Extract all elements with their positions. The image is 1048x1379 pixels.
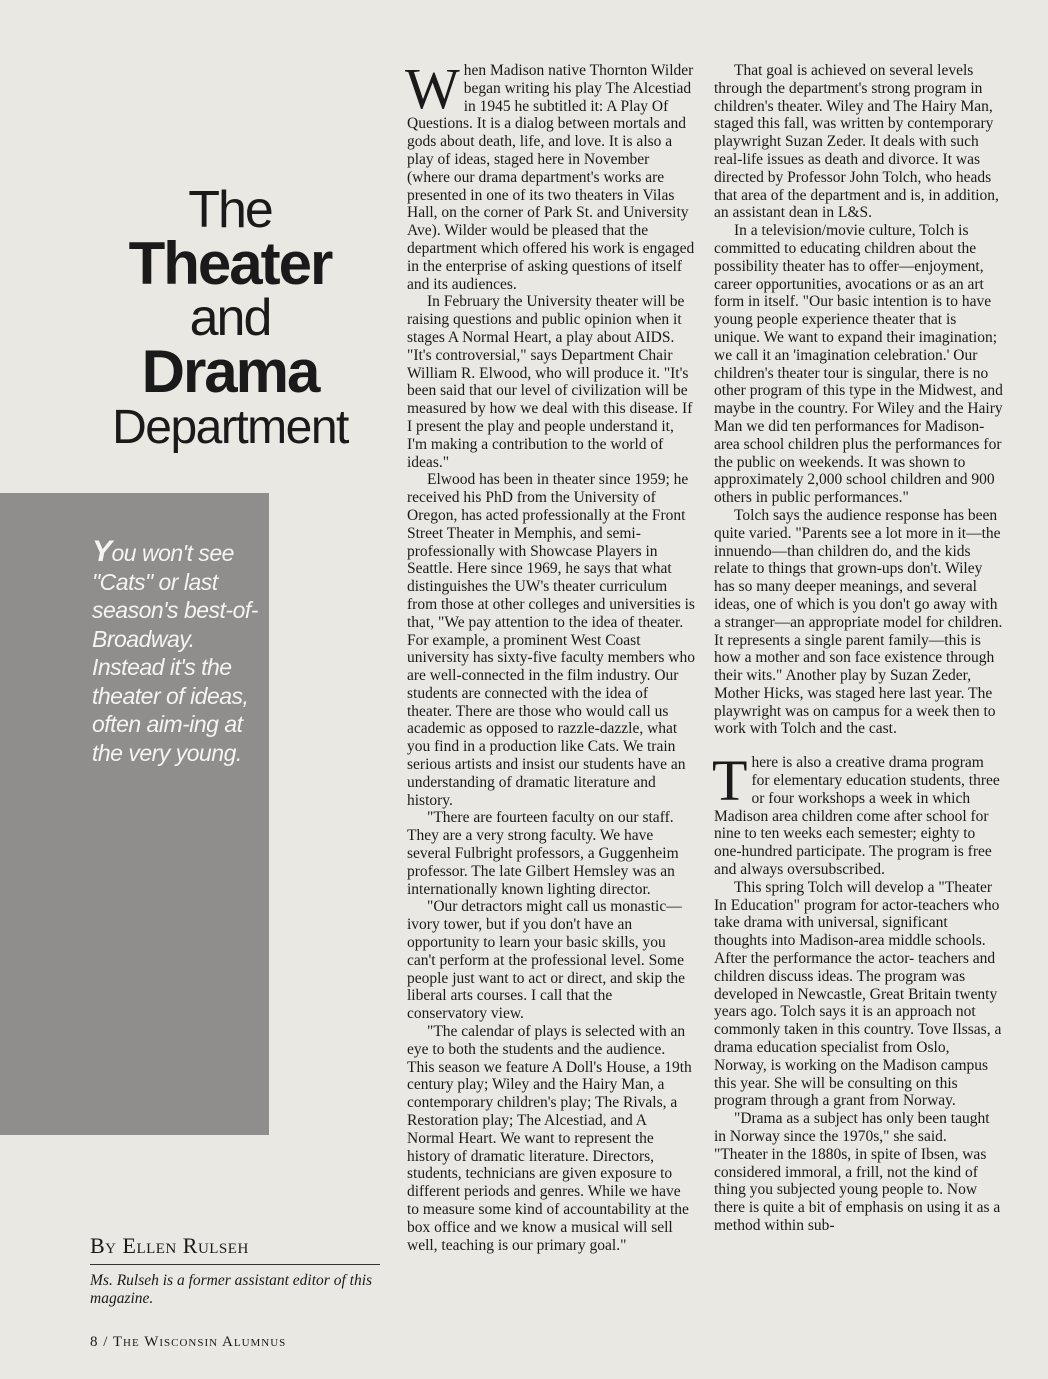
paragraph: This spring Tolch will develop a "Theater In Education" program for actor-teachers who take drama with universal, significant thoughts into Madison-area middle schools. After the performance the actor- teachers and children discuss ideas. The program was developed in Newcastle, Great Britain twenty years ago. Tolch says it is an approach not commonly taken in this country. Tove Ilssas, a drama education specialist from Oslo, Norway, is working on the Madison campus this year. She will be consulting on this program through a grant from Norway.	[714, 878, 1002, 1110]
paragraph: Elwood has been in theater since 1959; he received his PhD from the University of Oregon, has acted professionally at the Front Street Theater in Memphis, and semi-professionally with Showcase Players in Seattle. Here since 1969, he says that what distinguishes the UW's theater curriculum from those at other colleges and universities is that, "We pay attention to the idea of theater. For example, a prominent West Coast university has sixty-five faculty members who are well-connected in the film industry. Our students are connected with the idea of theater. There are those who would call us academic as opposed to razzle-dazzle, what you find in a production like Cats. We train serious artists and insist our students have an understanding of dramatic literature and history.	[407, 471, 695, 809]
title-line-theater: Theater	[128, 230, 332, 297]
author-bio: Ms. Rulseh is a former assistant editor of this magazine.	[90, 1272, 373, 1307]
paragraph	[712, 748, 1004, 879]
article-column-3	[714, 62, 1004, 1235]
paragraph: "Drama as a subject has only been taught in Norway since the 1970s," she said. "Theater in the 1880s, in spite of Ibsen, was considered immoral, a frill, not the kind of thing you subjected young people to. Now there is quite a bit of emphasis on using it as a method within sub-	[714, 1110, 1001, 1234]
byline: By Ellen Rulseh	[90, 1233, 249, 1258]
paragraph	[405, 56, 695, 293]
drop-cap: T	[712, 748, 748, 814]
drop-cap: W	[405, 56, 460, 121]
byline-divider	[90, 1264, 380, 1265]
title-line-the: The	[188, 181, 272, 239]
paragraph: "There are fourteen faculty on our staff. They are a very strong faculty. We have several Fulbright professors, a Guggenheim professor. The late Gilbert Hemsley was an internationally known lighting director.	[407, 809, 679, 898]
paragraph: Tolch says the audience response has been quite varied. "Parents see a lot more in it—the innuendo—than children do, and the kids relate to things that grown-ups don't. Wiley has so many deeper meanings, and several ideas, one of which is you don't go away with a stranger—an appropriate model for children. It represents a single parent family—this is how a mother and son face existence through their wits." Another play by Suzan Zeder, Mother Hicks, was staged here last year. The playwright was on campus for a week then to work with Tolch and the cast.	[714, 506, 1003, 738]
pullquote-text: ou won't see "Cats" or last season's best-of-Broadway. Instead it's the theater of ideas, often aim-ing at the very young.	[92, 540, 258, 766]
paragraph-text: here is also a creative drama program for elementary education students, three or four workshops a week in which Madison area children come after school for nine to ten weeks each semester; eighty to one-hundred participate. The program is free and always oversubscribed.	[714, 754, 1000, 879]
paragraph: In a television/movie culture, Tolch is committed to educating children about the possibility theater has to offer—enjoyment, career opportunities, avocations or as an art form in itself. "Our basic intention is to have young people experience theater that is unique. We want to expand their imagination; we call it an 'imagination celebration.' Our children's theater tour is singular, there is no other program of this type in the Midwest, and maybe in the country. For Wiley and the Hairy Man we did ten performances for Madison-area school children plus the performances for the public on weekends. It was shown to approximately 2,000 school children and 900 others in public performances."	[714, 222, 1003, 507]
paragraph: "Our detractors might call us monastic—ivory tower, but if you don't have an opportunity to learn your basic skills, you can't perform at the professional level. Some people just want to act or direct, and skip the liberal arts courses. I call that the conservatory view.	[407, 898, 686, 1023]
title-line-drama: Drama	[141, 338, 319, 405]
article-column-2	[405, 56, 695, 1254]
section-gap	[714, 738, 1004, 754]
page-footer: 8 / The Wisconsin Alumnus	[90, 1334, 287, 1350]
paragraph: That goal is achieved on several levels through the department's strong program in children's theater. Wiley and The Hairy Man, staged this fall, was written by contemporary playwright Suzan Zeder. It deals with such real-life issues as death and divorce. It was directed by Professor John Tolch, who heads that area of the department and is, in addition, an assistant dean in L&S.	[714, 62, 999, 222]
title-line-and: and	[189, 289, 271, 347]
title-line-department: Department	[112, 401, 348, 454]
paragraph: In February the University theater will be raising questions and public opinion when it stages A Normal Heart, a play about AIDS. "It's controversial," says Department Chair William R. Elwood, who will produce it. "It's been said that our level of civilization will be measured by how we deal with this disease. If I present the play and people understand it, I'm making a contribution to the world of ideas."	[407, 293, 693, 471]
pullquote-initial: Y	[92, 535, 112, 568]
article-title	[80, 181, 380, 455]
paragraph-text: hen Madison native Thornton Wilder began writing his play The Alcestiad in 1945 he subtitled it: A Play Of Questions. It is a dialog between mortals and gods about death, life, and love. It is also a play of ideas, staged here in November (where our drama department's works are presented in one of its two theaters in Vilas Hall, on the corner of Park St. and University Ave). Wilder would be pleased that the department which offered his work is engaged in the enterprise of asking questions of itself and its audiences.	[407, 62, 695, 293]
pullquote	[92, 535, 262, 767]
paragraph: "The calendar of plays is selected with an eye to both the students and the audience. This season we feature A Doll's House, a 19th century play; Wiley and the Hairy Man, a contemporary children's play; The Rivals, a Restoration play; The Alcestiad, and A Normal Heart. We want to represent the history of dramatic literature. Directors, students, technicians are given exposure to different periods and genres. While we have to measure some kind of accountability at the box office and we know a musical will sell well, teaching is our primary goal."	[407, 1023, 692, 1254]
